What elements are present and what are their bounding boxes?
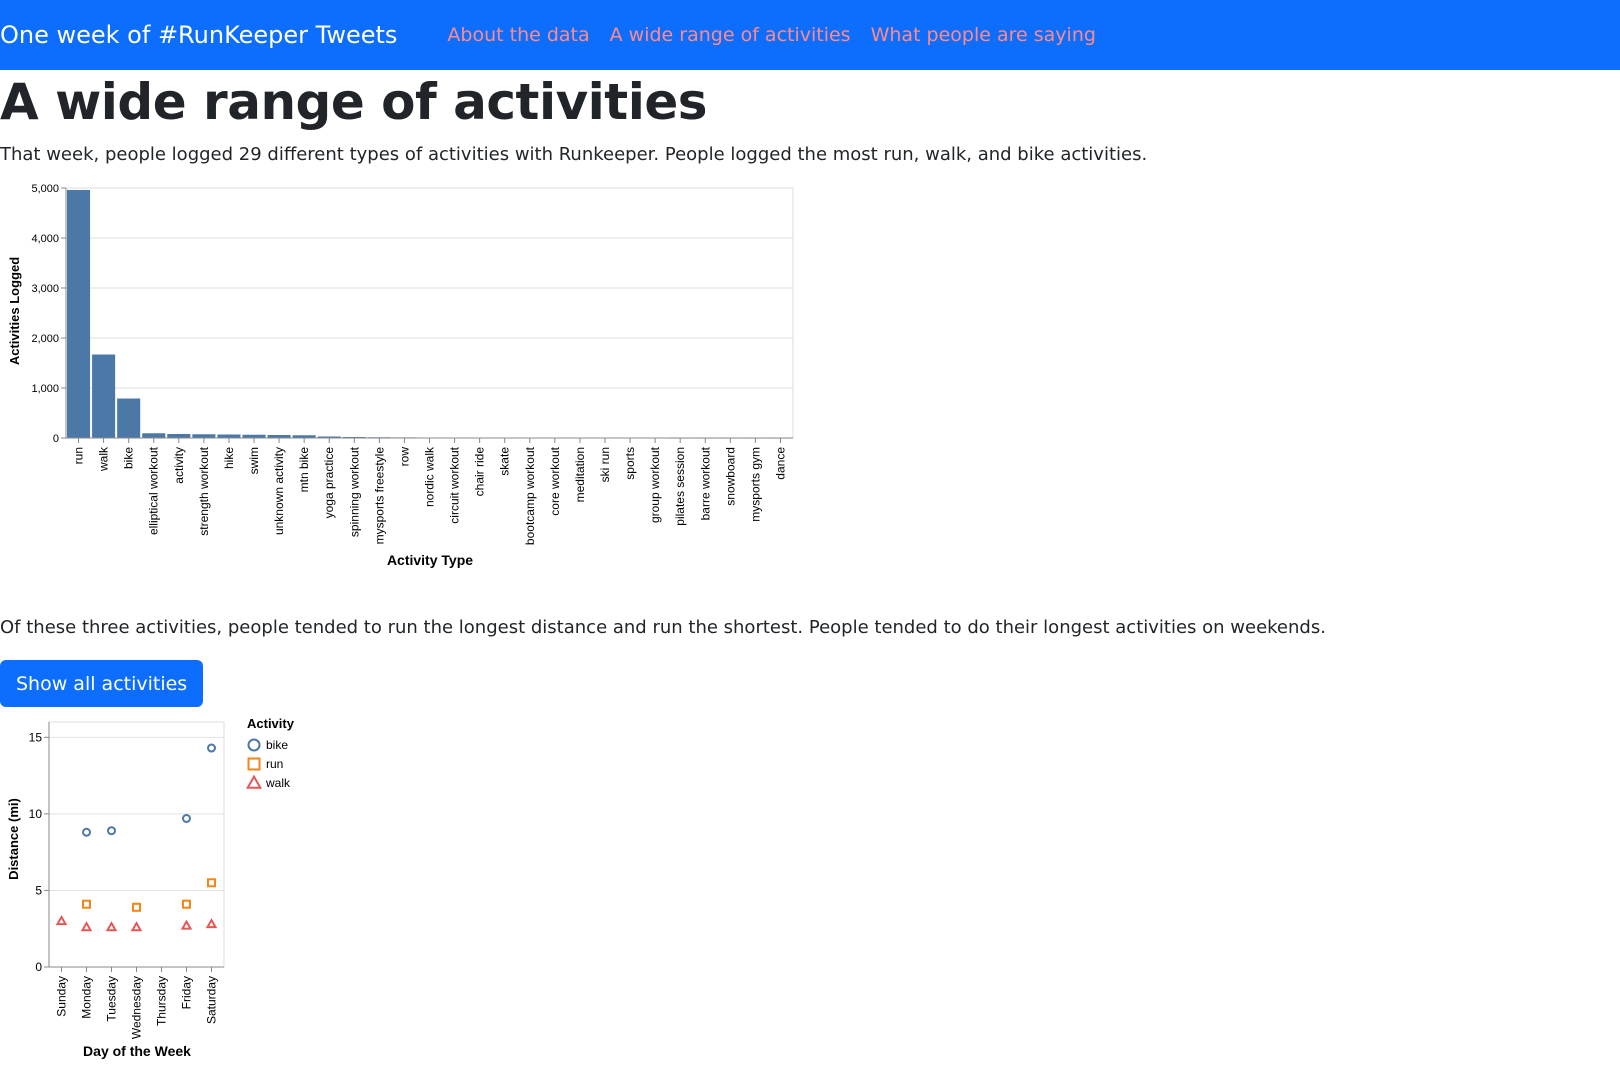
bar-x-tick-label: dance bbox=[773, 447, 788, 480]
bar-strength-workout bbox=[192, 434, 215, 438]
legend-label-bike: bike bbox=[266, 738, 289, 752]
bar-x-tick-label: bootcamp workout bbox=[522, 447, 537, 546]
legend-label-walk: walk bbox=[266, 776, 291, 790]
bar-x-tick-label: yoga practice bbox=[322, 447, 337, 519]
bar-y-tick-label: 5,000 bbox=[31, 183, 59, 195]
bar-x-tick-label: unknown activity bbox=[272, 447, 287, 536]
bar-x-tick-label: barre workout bbox=[698, 447, 713, 521]
bar-y-tick-label: 3,000 bbox=[31, 283, 59, 295]
bar-x-tick-label: mtn bike bbox=[297, 447, 312, 493]
bar-x-tick-label: activity bbox=[171, 447, 186, 484]
navbar-brand[interactable]: One week of #RunKeeper Tweets bbox=[0, 21, 398, 49]
bar-y-ticks bbox=[31, 183, 66, 445]
bar-y-tick-label: 4,000 bbox=[31, 233, 59, 245]
nav-link-about-data[interactable]: About the data bbox=[447, 24, 590, 46]
scatter-point-run bbox=[133, 904, 140, 911]
scatter-point-bike bbox=[183, 815, 190, 822]
nav-links bbox=[447, 24, 1096, 46]
scatter-y-tick-label: 10 bbox=[28, 806, 42, 821]
bar-x-tick-label: run bbox=[71, 447, 86, 465]
navbar bbox=[0, 0, 1620, 70]
bar-bike bbox=[117, 399, 140, 439]
scatter-y-tick-label: 5 bbox=[35, 883, 42, 898]
bar-x-tick-label: snowboard bbox=[723, 447, 738, 506]
bar-x-ticks bbox=[72, 438, 788, 545]
bar-x-tick-label: circuit workout bbox=[447, 447, 462, 524]
scatter-point-run bbox=[183, 901, 190, 908]
scatter-point-run bbox=[83, 901, 90, 908]
scatter-point-walk bbox=[82, 923, 90, 930]
legend-symbol-walk bbox=[248, 777, 261, 788]
bar-plot-frame bbox=[66, 188, 793, 438]
bar-elliptical-workout bbox=[142, 433, 165, 438]
bar-grid bbox=[66, 188, 793, 438]
scatter-x-tick-label: Saturday bbox=[204, 976, 219, 1025]
bar-x-tick-label: spinning workout bbox=[347, 447, 362, 538]
bar-run bbox=[67, 190, 90, 438]
scatter-point-walk bbox=[207, 920, 215, 927]
scatter-x-tick-label: Thursday bbox=[154, 976, 169, 1027]
nav-link-activities[interactable]: A wide range of activities bbox=[609, 24, 851, 46]
bar-axes bbox=[66, 188, 793, 438]
bar-x-tick-label: bike bbox=[121, 447, 136, 470]
bar-x-tick-label: nordic walk bbox=[422, 447, 437, 508]
bar-series bbox=[67, 190, 792, 439]
bar-hike bbox=[217, 435, 240, 439]
scatter-x-ticks bbox=[55, 967, 219, 1039]
bar-x-tick-label: row bbox=[397, 447, 412, 467]
bar-x-tick-label: mysports gym bbox=[748, 447, 763, 522]
scatter-point-walk bbox=[107, 923, 115, 930]
bar-y-tick-label: 1,000 bbox=[31, 383, 59, 395]
scatter-legend bbox=[247, 716, 295, 790]
scatter-y-axis-label: Distance (mi) bbox=[6, 798, 21, 880]
bar-x-tick-label: core workout bbox=[547, 447, 562, 516]
bar-x-tick-label: skate bbox=[497, 447, 512, 476]
scatter-point-walk bbox=[132, 923, 140, 930]
bar-walk bbox=[92, 355, 115, 439]
scatter-x-tick-label: Friday bbox=[179, 976, 194, 1010]
distance-scatter-chart bbox=[0, 711, 360, 1067]
bar-x-tick-label: hike bbox=[221, 447, 236, 470]
scatter-point-run bbox=[208, 879, 215, 886]
main-content bbox=[0, 72, 1620, 1067]
scatter-points bbox=[57, 745, 215, 931]
bar-x-tick-label: chair ride bbox=[472, 447, 487, 497]
bar-x-tick-label: strength workout bbox=[196, 447, 211, 536]
scatter-x-tick-label: Monday bbox=[79, 976, 94, 1019]
scatter-x-tick-label: Wednesday bbox=[129, 976, 144, 1040]
scatter-grid bbox=[49, 737, 224, 967]
scatter-point-walk bbox=[57, 917, 65, 924]
intro-paragraph: That week, people logged 29 different types of activities with Runkeeper. People logged the most run, walk, and bike activities. bbox=[0, 144, 1148, 165]
bar-x-tick-label: meditation bbox=[572, 447, 587, 503]
bar-x-tick-label: pilates session bbox=[673, 447, 688, 526]
bar-x-tick-label: mysports freestyle bbox=[372, 447, 387, 545]
scatter-x-tick-label: Tuesday bbox=[104, 976, 119, 1022]
bar-x-tick-label: walk bbox=[96, 447, 111, 472]
bar-x-tick-label: elliptical workout bbox=[146, 447, 161, 536]
scatter-y-tick-label: 0 bbox=[35, 960, 42, 974]
scatter-point-bike bbox=[208, 745, 215, 752]
scatter-point-bike bbox=[108, 827, 115, 834]
bar-x-tick-label: group workout bbox=[648, 447, 663, 524]
summary-paragraph: Of these three activities, people tended to run the longest distance and run the shortest. People tended to do their longest activities on weekends. bbox=[0, 617, 1326, 638]
legend-label-run: run bbox=[266, 757, 284, 771]
bar-x-tick-label: swim bbox=[247, 447, 262, 475]
bar-x-tick-label: ski run bbox=[597, 447, 612, 483]
bar-x-axis-label: Activity Type bbox=[386, 552, 474, 568]
nav-link-what-people-say[interactable]: What people are saying bbox=[870, 24, 1096, 46]
scatter-point-walk bbox=[182, 922, 190, 929]
scatter-y-tick-label: 15 bbox=[28, 730, 42, 745]
bar-x-tick-label: sports bbox=[623, 447, 638, 480]
bar-y-axis-label: Activities Logged bbox=[7, 256, 22, 366]
scatter-x-tick-label: Sunday bbox=[54, 976, 69, 1017]
bar-activity bbox=[167, 434, 190, 438]
activity-bar-chart bbox=[0, 179, 800, 599]
scatter-x-axis-label: Day of the Week bbox=[83, 1043, 191, 1059]
bar-y-tick-label: 0 bbox=[52, 433, 59, 445]
page-title: A wide range of activities bbox=[0, 73, 708, 131]
legend-symbol-bike bbox=[249, 740, 260, 751]
show-all-activities-button[interactable]: Show all activities bbox=[0, 660, 203, 707]
legend-symbol-run bbox=[249, 759, 260, 770]
scatter-y-ticks bbox=[29, 730, 49, 974]
bar-y-tick-label: 2,000 bbox=[31, 333, 59, 345]
scatter-point-bike bbox=[83, 829, 90, 836]
legend-title: Activity bbox=[247, 716, 294, 731]
